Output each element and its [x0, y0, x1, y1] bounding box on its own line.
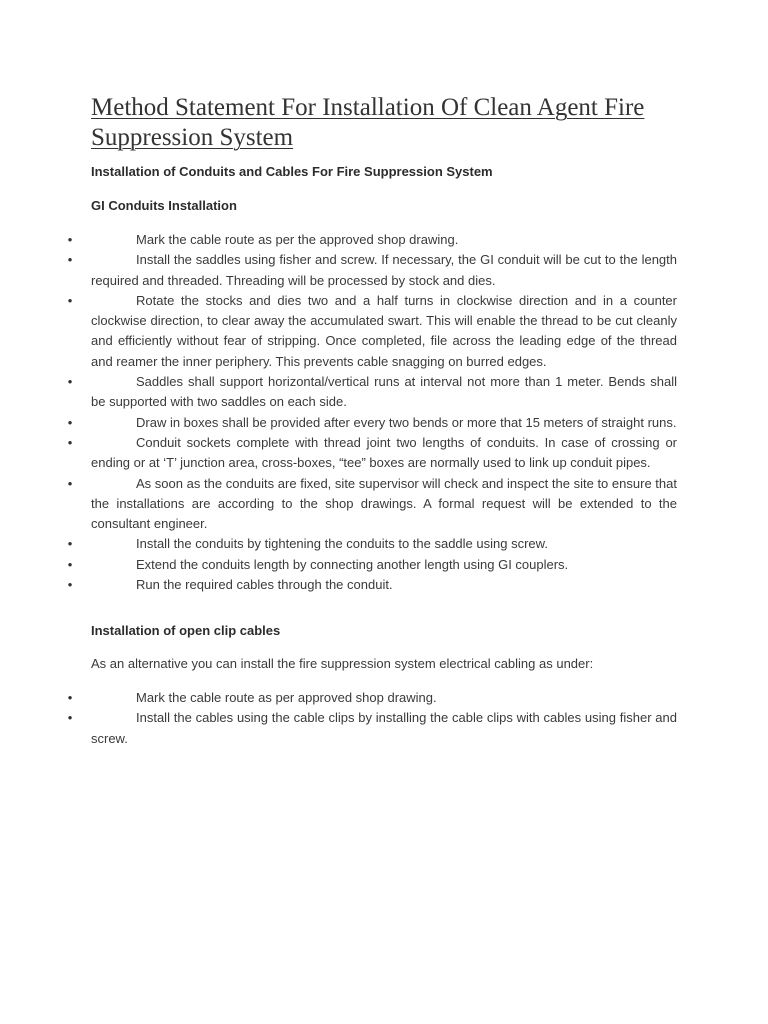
bullet-icon: •	[67, 556, 73, 572]
list-item	[0, 230, 677, 250]
list-item-text: As soon as the conduits are fixed, site supervisor will check and inspect the site to ensure that the installations are according to the shop drawings. A formal request will be extended to the consultant engineer.	[91, 475, 677, 532]
list-item-text: Rotate the stocks and dies two and a half turns in clockwise direction and in a counter clockwise direction, to clear away the accumulated swart. This will enable the thread to be cut cleanly and efficiently without fear of stripping. Once completed, file across the leading edge of the thread and reamer the inner periphery. This prevents cable snagging on burred edges.	[91, 292, 677, 369]
list-item	[0, 474, 677, 535]
open-clip-intro-text: As an alternative you can install the fire suppression system electrical cabling as under:	[91, 656, 594, 671]
list-item-text: Draw in boxes shall be provided after every two bends or more that 15 meters of straight runs.	[136, 414, 677, 430]
list-item	[0, 708, 677, 749]
document-title: Method Statement For Installation Of Clean Agent Fire Suppression System	[91, 94, 645, 151]
list-item	[0, 291, 677, 372]
bullet-icon: •	[67, 374, 73, 390]
list-item	[0, 413, 677, 433]
list-item-text: Install the conduits by tightening the conduits to the saddle using screw.	[136, 536, 548, 552]
list-item-text: Conduit sockets complete with thread joint two lengths of conduits. In case of crossing or ending or at ‘T’ junction area, cross-boxes, “tee” boxes are normally used to link up conduit pipes.	[91, 434, 677, 471]
list-item	[0, 688, 677, 708]
list-item-text: Mark the cable route as per approved shop drawing.	[136, 690, 437, 705]
bullet-icon: •	[67, 710, 73, 726]
list-item-text: Run the required cables through the conduit.	[136, 577, 393, 593]
list-item-text: Install the saddles using fisher and screw. If necessary, the GI conduit will be cut to the length required and threaded. Threading will be processed by stock and dies.	[91, 252, 677, 288]
bullet-icon: •	[67, 434, 73, 450]
list-item-text: Extend the conduits length by connecting another length using GI couplers.	[136, 556, 569, 572]
bullet-icon: •	[67, 292, 73, 308]
list-item-text: Install the cables using the cable clips by installing the cable clips with cables using fisher and screw.	[91, 710, 677, 746]
gi-conduits-bullet-list	[0, 230, 677, 595]
list-item-text: Saddles shall support horizontal/vertical runs at interval not more than 1 meter. Bends shall be supported with two saddles on each side.	[91, 374, 677, 410]
list-item	[0, 555, 677, 575]
bullet-icon: •	[67, 536, 73, 552]
bullet-icon: •	[67, 232, 73, 247]
list-item	[0, 372, 677, 413]
open-clip-bullet-list	[0, 688, 677, 749]
bullet-icon: •	[67, 252, 73, 268]
list-item-text: Mark the cable route as per the approved shop drawing.	[136, 232, 459, 247]
list-item	[0, 433, 677, 474]
list-item	[0, 534, 677, 554]
bullet-icon: •	[67, 475, 73, 491]
section-heading-open-clip-cables: Installation of open clip cables	[91, 623, 281, 638]
bullet-icon: •	[67, 414, 73, 430]
section-heading-gi-conduits: GI Conduits Installation	[91, 198, 237, 213]
bullet-icon: •	[67, 690, 73, 705]
document-subtitle: Installation of Conduits and Cables For Fire Suppression System	[91, 164, 493, 179]
list-item	[0, 575, 677, 595]
list-item	[0, 250, 677, 291]
bullet-icon: •	[67, 577, 73, 593]
